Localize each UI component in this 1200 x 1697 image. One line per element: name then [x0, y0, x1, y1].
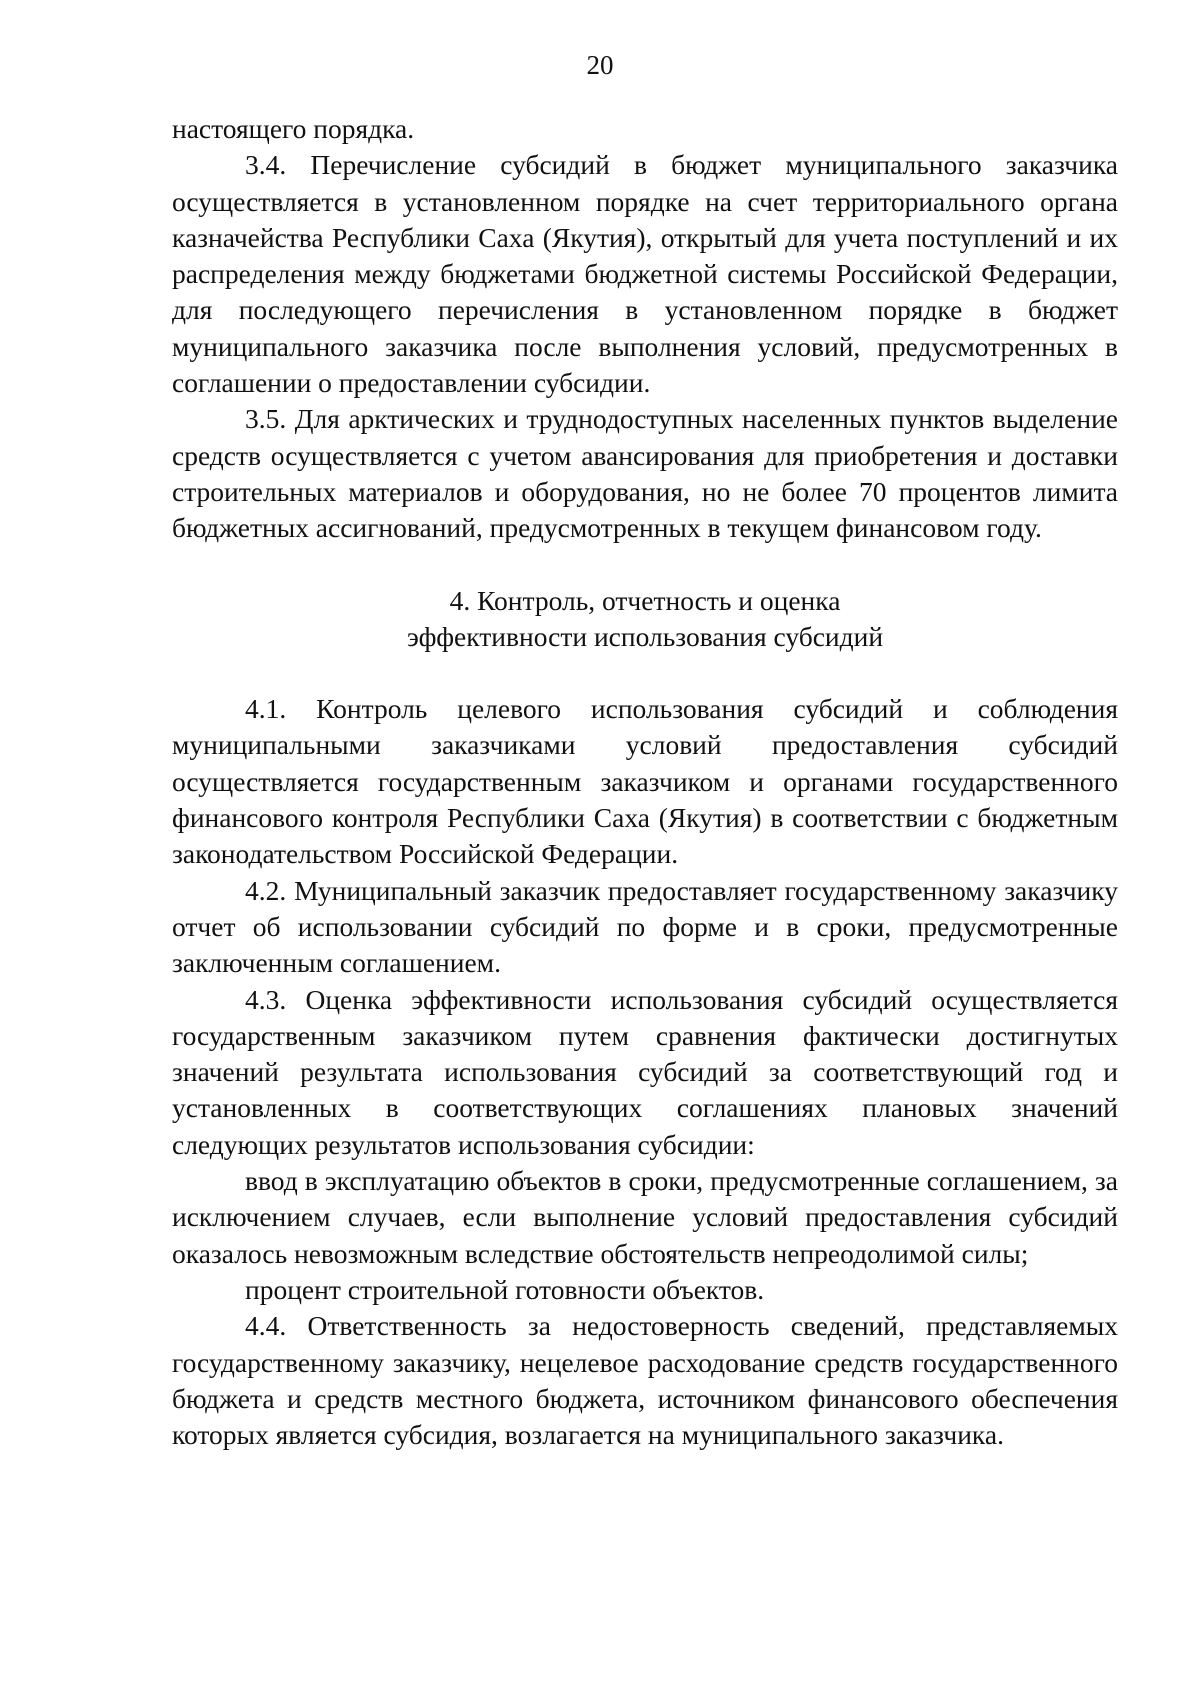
paragraph-continuation: настоящего порядка.	[172, 113, 415, 144]
paragraph-4-2: 4.2. Муниципальный заказчик предоставляет государственному заказчику отчет об использовании субсидий по форме и в сроки, предусмотренные заключенным соглашением.	[172, 874, 1118, 979]
paragraph-4-3-item-1: ввод в эксплуатацию объектов в сроки, предусмотренные соглашением, за исключением случаев, если выполнение условий предоставления субсидий оказалось невозможным вследствие обстоятельств непреодолимой силы;	[172, 1165, 1118, 1269]
paragraph-4-1: 4.1. Контроль целевого использования субсидий и соблюдения муниципальными заказчиками условий предоставления субсидий осуществляется государственным заказчиком и органами государственного финансового контроля Республики Саха (Якутия) в соответствии с бюджетным законодательством Российской Федерации.	[172, 693, 1118, 870]
paragraph-3-5: 3.5. Для арктических и труднодоступных населенных пунктов выделение средств осуществляется с учетом авансирования для приобретения и доставки строительных материалов и оборудования, но не более 70 процентов лимита бюджетных ассигнований, предусмотренных в текущем финансовом году.	[172, 403, 1118, 544]
section-heading	[172, 583, 1118, 656]
paragraph-4-3: 4.3. Оценка эффективности использования субсидий осуществляется государственным заказчиком путем сравнения фактически достигнутых значений результата использования субсидий за соответствующий год и установленных в соответствующих соглашениях плановых значений следующих результатов использования субсидии:	[172, 983, 1118, 1160]
page-number: 20	[586, 50, 614, 80]
section-heading-line2: эффективности использования субсидий	[406, 620, 884, 652]
document-body	[172, 111, 1118, 1453]
paragraph-4-4: 4.4. Ответственность за недостоверность сведений, представляемых государственному заказчику, нецелевое расходование средств государственного бюджета и средств местного бюджета, источником финансового обеспечения которых является субсидия, возлагается на муниципального заказчика.	[172, 1310, 1118, 1451]
paragraph-4-3-item-2: процент строительной готовности объектов.	[245, 1273, 765, 1305]
paragraph-3-4: 3.4. Перечисление субсидий в бюджет муниципального заказчика осуществляется в установленном порядке на счет территориального органа казначейства Республики Саха (Якутия), открытый для учета поступлений и их распределения между бюджетами бюджетной системы Российской Федерации, для последующего перечисления в установленном порядке в бюджет муниципального заказчика после выполнения условий, предусмотренных в соглашении о предоставлении субсидии.	[172, 149, 1118, 399]
section-heading-line1: 4. Контроль, отчетность и оценка	[449, 584, 841, 616]
